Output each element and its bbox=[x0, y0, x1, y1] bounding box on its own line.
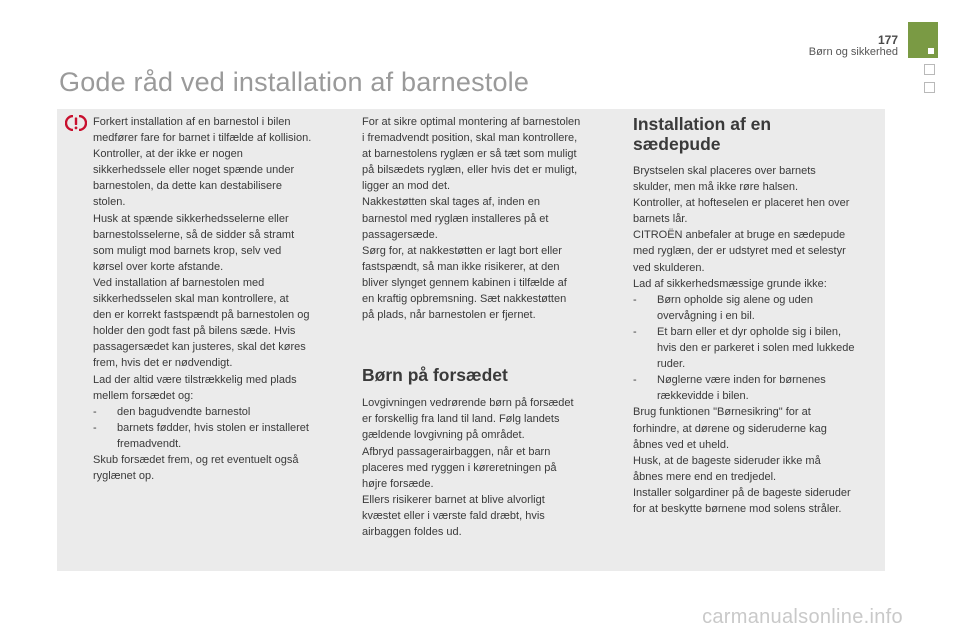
text-line: forhindre, at dørene og sideruderne kag bbox=[633, 422, 827, 435]
warning-text bbox=[93, 114, 341, 404]
text-line: Kontroller, at hofteselen er placeret hen over bbox=[633, 197, 850, 210]
text-line: For at sikre optimal montering af barnestolen bbox=[362, 116, 581, 128]
list-item-line: rækkevidde i bilen. bbox=[657, 390, 749, 403]
text-line: Brystselen skal placeres over barnets bbox=[633, 165, 816, 177]
text-line: en kraftig opbremsning. Sæt nakkestøtten bbox=[362, 293, 567, 306]
booster-text bbox=[633, 163, 881, 292]
text-line: mellem forsædet og: bbox=[93, 389, 194, 402]
text-line: bliver slynget gennem kabinen i tilfælde af bbox=[362, 276, 567, 289]
list-item-line: den bagudvendte barnestol bbox=[117, 405, 251, 418]
text-line: passagersædet kan justeres, skal det køres bbox=[93, 341, 306, 354]
text-line: for at beskytte børnene mod solens stråler. bbox=[633, 502, 842, 515]
text-line: Lovgivningen vedrørende børn på forsædet bbox=[362, 397, 574, 410]
content-panel bbox=[57, 109, 885, 571]
booster-list bbox=[633, 292, 881, 405]
booster-heading-line: sædepude bbox=[633, 134, 721, 154]
text-line: Sørg for, at nakkestøtten er lagt bort eller bbox=[362, 244, 562, 257]
warning-list bbox=[93, 404, 341, 452]
section-name: Børn og sikkerhed bbox=[808, 46, 898, 58]
text-line: Lad der altid være tilstrækkelig med plads bbox=[93, 373, 297, 386]
text-line: gældende lovgivning på området. bbox=[362, 429, 525, 442]
text-line: Brug funktionen "Børnesikring" for at bbox=[633, 406, 811, 419]
text-line: Skub forsædet frem, og ret eventuelt også bbox=[93, 453, 299, 466]
text-line: på bilsædets ryglæn, eller hvis det er muligt, bbox=[362, 164, 578, 177]
text-line: fastspændt, så man ikke risikerer, at den bbox=[362, 260, 560, 273]
text-line: sikkerhedssele eller noget spænde under bbox=[93, 164, 295, 177]
text-line: Ved installation af barnestolen med bbox=[93, 276, 265, 289]
text-line: Husk, at de bageste sideruder ikke må bbox=[633, 454, 821, 467]
list-item-line: Et barn eller et dyr opholde sig i bilen, bbox=[657, 325, 842, 338]
text-line: skulder, men må ikke røre halsen. bbox=[633, 181, 799, 194]
list-item bbox=[633, 372, 881, 404]
warning-column bbox=[93, 114, 341, 484]
text-line: barnestol med ryglæn installeres på et bbox=[362, 212, 549, 225]
text-line: passagersæde. bbox=[362, 228, 438, 241]
text-line: medfører fare for barnet i tilfælde af kollision. bbox=[93, 132, 312, 145]
text-line: Husk at spænde sikkerhedsselerne eller bbox=[93, 212, 289, 225]
chapter-tab-box bbox=[924, 82, 935, 93]
text-line: åbnes ved et uheld. bbox=[633, 438, 730, 451]
booster-heading-line: Installation af en bbox=[633, 114, 772, 134]
list-item-line: fremadvendt. bbox=[117, 437, 182, 450]
text-line: ved skulderen. bbox=[633, 261, 705, 274]
text-line: holder den godt fast på bilens sæde. Hvis bbox=[93, 325, 296, 338]
chapter-tab-marker bbox=[928, 48, 934, 54]
list-item-line: Børn opholde sig alene og uden bbox=[657, 293, 813, 306]
text-line: på plads, når barnestolen er fjernet. bbox=[362, 309, 536, 322]
text-line: frem, hvis det er nødvendigt. bbox=[93, 357, 233, 370]
warning-icon bbox=[65, 115, 87, 131]
chapter-tab bbox=[908, 22, 938, 58]
list-item bbox=[93, 420, 341, 452]
middle-column bbox=[362, 114, 607, 540]
list-item-line: Nøglerne være inden for børnenes bbox=[657, 374, 826, 387]
booster-heading bbox=[633, 114, 881, 154]
text-line: barnestolsselerne, så de sidder så stramt bbox=[93, 228, 295, 241]
text-line: i fremadvendt position, skal man kontrollere, bbox=[362, 132, 578, 145]
page-title: Gode råd ved installation af barnestole bbox=[59, 67, 530, 97]
text-line: Nakkestøtten skal tages af, inden en bbox=[362, 196, 540, 209]
booster-text-end bbox=[633, 404, 881, 517]
text-line: højre forsæde. bbox=[362, 477, 434, 490]
list-item-line: hvis den er parkeret i solen med lukkede bbox=[657, 342, 855, 355]
list-item-line: overvågning i en bil. bbox=[657, 309, 755, 322]
chapter-tab-box bbox=[924, 64, 935, 75]
text-line: med ryglæn, der er udstyret med et selestyr bbox=[633, 245, 846, 258]
watermark: carmanualsonline.info bbox=[702, 606, 903, 628]
booster-column bbox=[633, 114, 881, 517]
text-line: CITROËN anbefaler at bruge en sædepude bbox=[633, 229, 846, 242]
list-item bbox=[633, 292, 881, 324]
text-line: åbnes mere end en tredjedel. bbox=[633, 470, 777, 483]
text-line: Afbryd passagerairbaggen, når et barn bbox=[362, 445, 551, 458]
text-line: Forkert installation af en barnestol i bilen bbox=[93, 116, 291, 128]
list-item bbox=[93, 404, 341, 420]
list-item-line: ruder. bbox=[657, 358, 686, 371]
text-line: som muligt mod barnets krop, selv ved bbox=[93, 244, 282, 257]
front-seat-text bbox=[362, 395, 607, 540]
text-line: Installer solgardiner på de bageste sideruder bbox=[633, 486, 851, 499]
page-number: 177 bbox=[877, 33, 898, 47]
list-item bbox=[633, 324, 881, 372]
text-line: stolen. bbox=[93, 196, 126, 209]
text-line: Lad af sikkerhedsmæssige grunde ikke: bbox=[633, 277, 827, 290]
installation-text bbox=[362, 114, 607, 323]
warning-text-end bbox=[93, 452, 341, 484]
text-line: den er korrekt fastspændt på barnestolen og bbox=[93, 309, 310, 322]
text-line: airbaggen foldes ud. bbox=[362, 525, 462, 538]
text-line: ligger an mod det. bbox=[362, 180, 451, 193]
text-line: er forskellig fra land til land. Følg landets bbox=[362, 413, 560, 426]
text-line: sikkerhedsselen skal man kontrollere, at bbox=[93, 293, 289, 306]
front-seat-heading: Børn på forsædet bbox=[362, 365, 508, 386]
text-line: kvæstet eller i værste fald dræbt, hvis bbox=[362, 509, 545, 522]
text-line: ryglænet op. bbox=[93, 470, 155, 483]
text-line: Ellers risikerer barnet at blive alvorligt bbox=[362, 493, 545, 506]
text-line: placeres med ryggen i køreretningen på bbox=[362, 461, 557, 474]
text-line: at barnestolens ryglæn er så tæt som muligt bbox=[362, 148, 577, 161]
list-item-line: barnets fødder, hvis stolen er installeret bbox=[117, 421, 309, 434]
text-line: barnestolen, da dette kan destabilisere bbox=[93, 180, 282, 193]
text-line: barnets lår. bbox=[633, 213, 688, 226]
text-line: Kontroller, at der ikke er nogen bbox=[93, 148, 243, 161]
text-line: kørsel over korte afstande. bbox=[93, 260, 224, 273]
